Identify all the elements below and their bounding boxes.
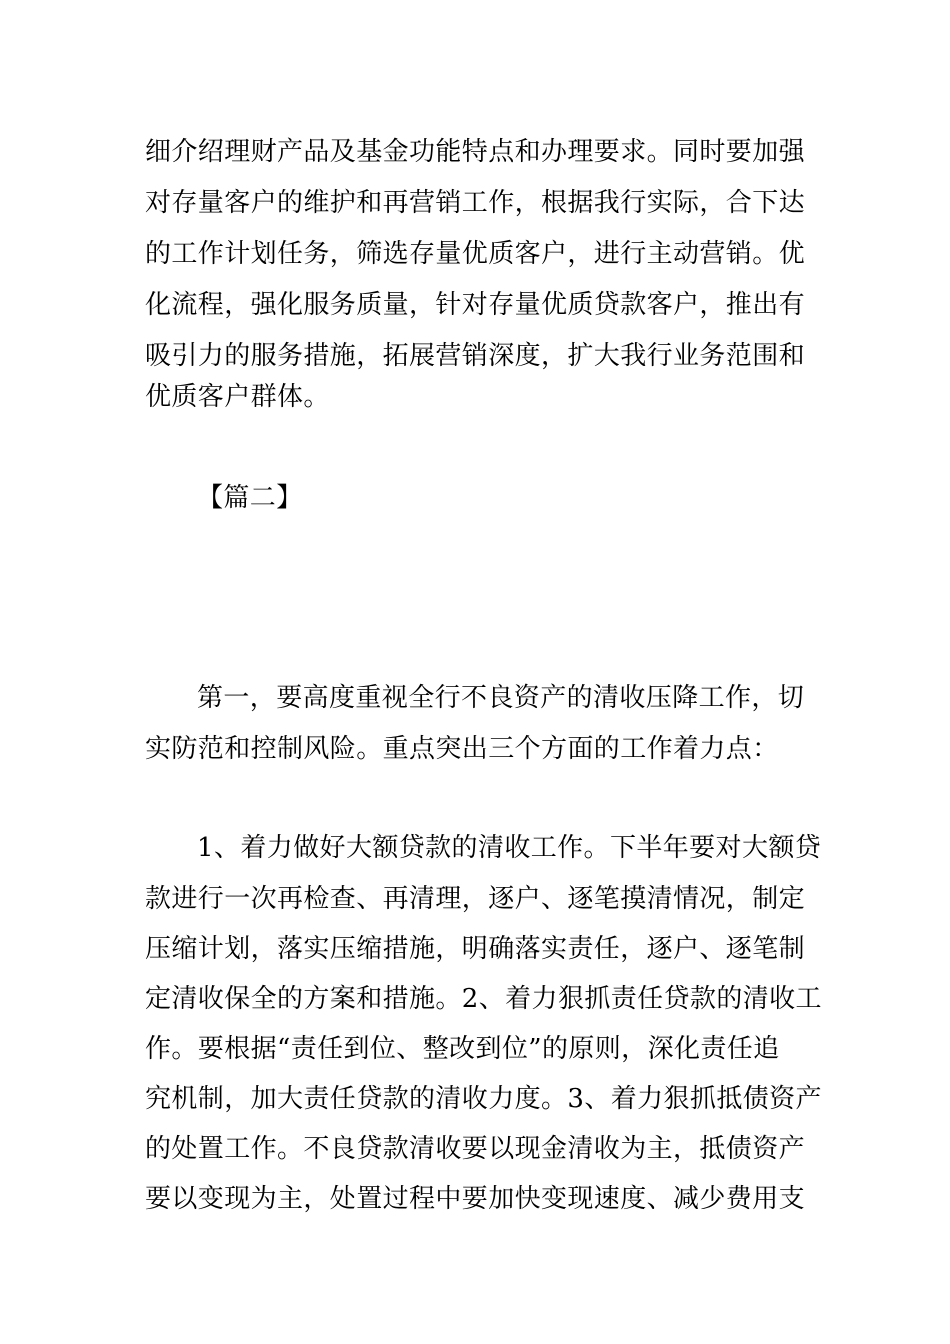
paragraph-line: 究机制，加大责任贷款的清收力度。3、着力狠抓抵债资产 (145, 1084, 822, 1114)
paragraph-line: 对存量客户的维护和再营销工作，根据我行实际，合下达 (145, 188, 806, 218)
paragraph-line: 压缩计划，落实压缩措施，明确落实责任，逐户、逐笔制 (145, 934, 806, 964)
paragraph-line: 款进行一次再检查、再清理，逐户、逐笔摸清情况，制定 (145, 884, 806, 914)
paragraph-line: 第一，要高度重视全行不良资产的清收压降工作，切 (197, 683, 805, 713)
paragraph-line: 的工作计划任务，筛选存量优质客户，进行主动营销。优 (145, 239, 806, 269)
paragraph-line: 要以变现为主，处置过程中要加快变现速度、减少费用支 (145, 1184, 806, 1214)
paragraph-line: 细介绍理财产品及基金功能特点和办理要求。同时要加强 (145, 137, 806, 167)
paragraph-line: 的处置工作。不良贷款清收要以现金清收为主，抵债资产 (145, 1134, 806, 1164)
paragraph-line: 化流程，强化服务质量，针对存量优质贷款客户，推出有 (145, 290, 806, 320)
paragraph-line: 优质客户群体。 (145, 382, 330, 412)
paragraph-line: 定清收保全的方案和措施。2、着力狠抓责任贷款的清收工 (145, 984, 822, 1014)
paragraph-line: 1、着力做好大额贷款的清收工作。下半年要对大额贷 (197, 833, 822, 863)
paragraph-line: 实防范和控制风险。重点突出三个方面的工作着力点： (145, 734, 779, 764)
section-heading: 【篇二】 (197, 483, 303, 513)
paragraph-line: 吸引力的服务措施，拓展营销深度，扩大我行业务范围和 (145, 341, 806, 371)
paragraph-line: 作。要根据“责任到位、整改到位”的原则，深化责任追 (145, 1034, 780, 1064)
